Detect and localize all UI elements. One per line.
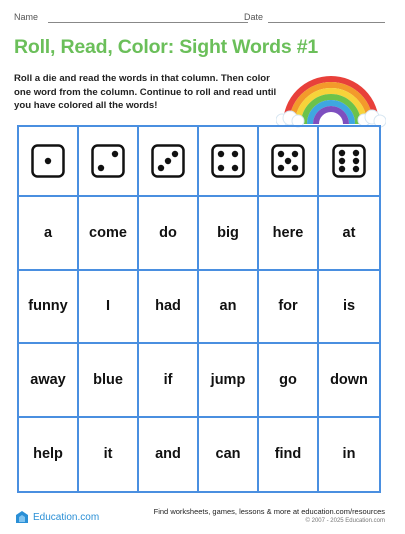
die-pip xyxy=(278,151,284,157)
sight-words-grid xyxy=(17,125,381,493)
word-cell[interactable]: a xyxy=(19,197,79,270)
die-pip xyxy=(45,158,51,164)
education-logo xyxy=(14,508,99,526)
die-icon xyxy=(211,144,245,178)
die-pip xyxy=(165,158,171,164)
die-pip xyxy=(218,165,224,171)
word-cell[interactable]: it xyxy=(79,418,139,491)
word-cell[interactable]: find xyxy=(259,418,319,491)
die-pip xyxy=(278,165,284,171)
die-icon xyxy=(151,144,185,178)
word-cell[interactable]: jump xyxy=(199,344,259,417)
die-pip xyxy=(353,150,359,156)
word-cell[interactable]: go xyxy=(259,344,319,417)
page-title: Roll, Read, Color: Sight Words #1 xyxy=(14,36,318,58)
die-icon xyxy=(271,144,305,178)
word-cell[interactable]: in xyxy=(342,446,356,463)
die-icon xyxy=(332,144,366,178)
die-pip xyxy=(353,158,359,164)
die-pip xyxy=(218,151,224,157)
die-pip xyxy=(292,165,298,171)
word-cell[interactable]: help xyxy=(19,418,79,491)
word-cell[interactable]: I xyxy=(79,271,139,344)
name-label: Name xyxy=(14,12,39,22)
die-pip xyxy=(232,165,238,171)
word-cell[interactable]: at xyxy=(319,197,379,270)
word-cell[interactable]: blue xyxy=(79,344,139,417)
die-pip xyxy=(158,165,164,171)
word-cell[interactable]: here xyxy=(259,197,319,270)
die-pip xyxy=(339,150,345,156)
word-cell[interactable]: away xyxy=(19,344,79,417)
die-cell-4 xyxy=(199,127,259,197)
die-cell-5 xyxy=(259,127,319,197)
word-cell[interactable]: funny xyxy=(19,271,79,344)
word-cell[interactable]: an xyxy=(199,271,259,344)
die-cell-1 xyxy=(19,127,79,197)
footer-info xyxy=(154,507,385,524)
footer-copyright: © 2007 - 2025 Education.com xyxy=(305,518,385,524)
die-pip xyxy=(339,166,345,172)
die-cell-3 xyxy=(139,127,199,197)
die-pip xyxy=(232,151,238,157)
word-cell[interactable]: big xyxy=(199,197,259,270)
rainbow-icon xyxy=(276,66,386,128)
die-icon xyxy=(91,144,125,178)
die-cell-6 xyxy=(319,127,379,197)
die-pip xyxy=(285,158,291,164)
word-cell[interactable]: is xyxy=(319,271,379,344)
logo-text: Education.com xyxy=(33,511,100,523)
education-leaf-icon xyxy=(14,509,30,525)
date-label: Date xyxy=(244,12,264,22)
word-cell[interactable]: had xyxy=(139,271,199,344)
word-cell[interactable]: do xyxy=(139,197,199,270)
word-cell[interactable]: down xyxy=(319,344,379,417)
word-cell[interactable]: for xyxy=(259,271,319,344)
die-pip xyxy=(98,165,104,171)
die-pip xyxy=(353,166,359,172)
word-cell[interactable]: if xyxy=(139,344,199,417)
word-cell[interactable]: and xyxy=(139,418,199,491)
die-pip xyxy=(112,151,118,157)
instructions: Roll a die and read the words in that column. Then color one word from the column. Continue to roll and read until you have colored all the words! xyxy=(14,73,277,111)
name-blank[interactable] xyxy=(48,22,248,23)
die-cell-2 xyxy=(79,127,139,197)
word-cell[interactable]: come xyxy=(79,197,139,270)
date-blank[interactable] xyxy=(268,22,385,23)
die-pip xyxy=(292,151,298,157)
footer-tagline: Find worksheets, games, lessons & more at education.com/resources xyxy=(153,507,385,516)
name-date-line xyxy=(14,10,385,26)
die-pip xyxy=(339,158,345,164)
die-pip xyxy=(172,151,178,157)
die-icon xyxy=(31,144,65,178)
word-cell[interactable]: can xyxy=(199,418,259,491)
